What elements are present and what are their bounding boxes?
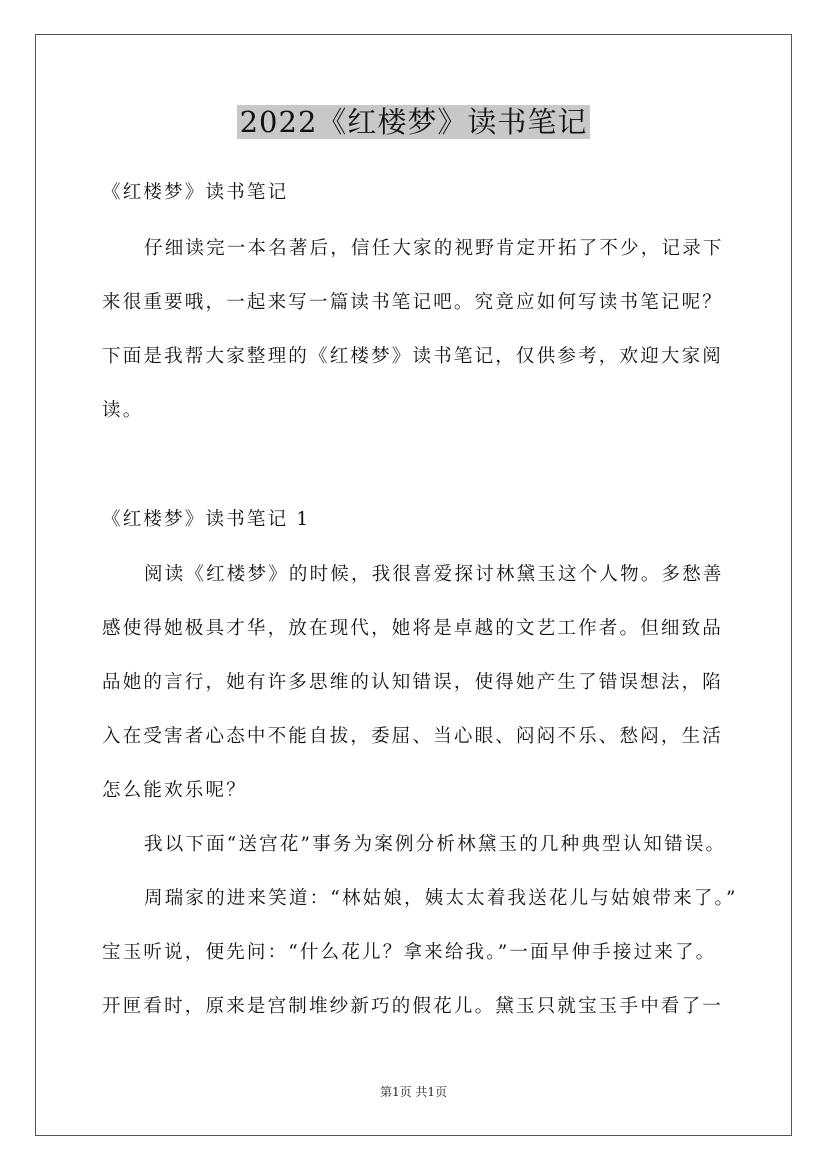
document-title bbox=[0, 100, 827, 144]
page-number-label: 第1页 共1页 bbox=[379, 1085, 448, 1099]
document-title-text: 2022《红楼梦》读书笔记 bbox=[237, 105, 591, 139]
paragraph-line: 来很重要哦，一起来写一篇读书笔记吧。究竟应如何写读书笔记呢？ bbox=[102, 292, 724, 313]
section-heading-intro: 《红楼梦》读书笔记 bbox=[102, 182, 289, 203]
paragraph-line: 感使得她极具才华，放在现代，她将是卓越的文艺工作者。但细致品 bbox=[102, 618, 724, 639]
paragraph-line: 品她的言行，她有许多思维的认知错误，使得她产生了错误想法，陷 bbox=[102, 672, 724, 693]
paragraph-line: 下面是我帮大家整理的《红楼梦》读书笔记，仅供参考，欢迎大家阅 bbox=[102, 346, 724, 367]
paragraph-line: 怎么能欢乐呢？ bbox=[102, 780, 247, 801]
paragraph-line: 开匣看时，原来是宫制堆纱新巧的假花儿。黛玉只就宝玉手中看了一 bbox=[102, 996, 724, 1017]
paragraph-line: 入在受害者心态中不能自拔，委屈、当心眼、闷闷不乐、愁闷，生活 bbox=[102, 726, 724, 747]
paragraph-line: 我以下面“送宫花”事务为案例分析林黛玉的几种典型认知错误。 bbox=[144, 834, 727, 855]
paragraph-line: 仔细读完一本名著后，信任大家的视野肯定开拓了不少，记录下 bbox=[144, 238, 724, 259]
paragraph-line: 宝玉听说，便先问：“什么花儿？拿来给我。”一面早伸手接过来了。 bbox=[102, 942, 717, 963]
section-heading-1: 《红楼梦》读书笔记 1 bbox=[102, 509, 311, 530]
page-footer bbox=[0, 1084, 827, 1100]
paragraph-line: 周瑞家的进来笑道：“林姑娘，姨太太着我送花儿与姑娘带来了。” bbox=[144, 888, 738, 909]
paragraph-line: 读。 bbox=[102, 400, 144, 421]
paragraph-line: 阅读《红楼梦》的时候，我很喜爱探讨林黛玉这个人物。多愁善 bbox=[144, 564, 724, 585]
